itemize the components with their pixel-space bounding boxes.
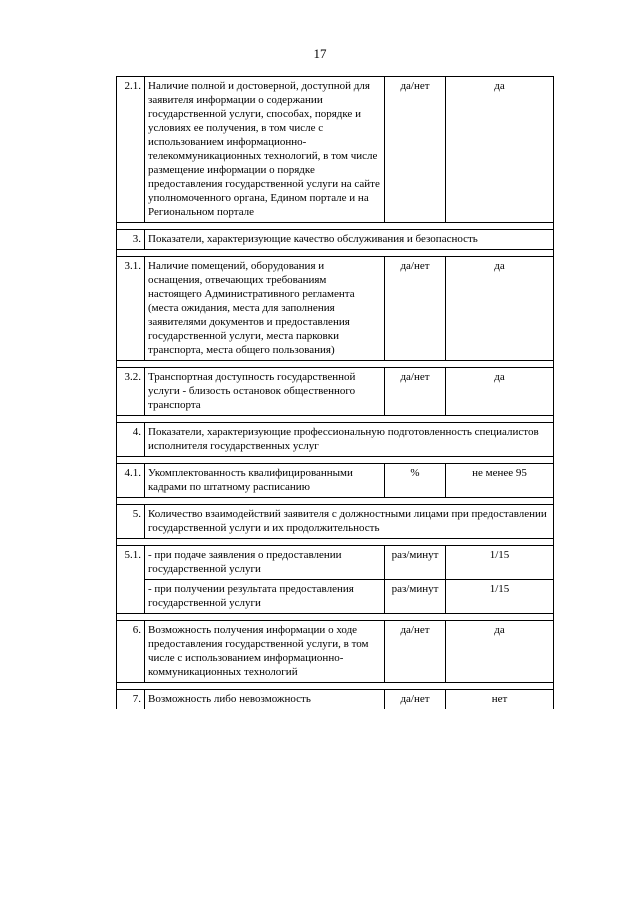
row-value: да	[446, 257, 554, 361]
table-row	[117, 580, 554, 614]
row-description: - при получении результата предоставления государственной услуги	[145, 580, 385, 614]
row-value: да	[446, 368, 554, 416]
table-row	[117, 464, 554, 498]
row-unit: да/нет	[385, 621, 446, 683]
table-row	[117, 257, 554, 361]
section-title: Показатели, характеризующие качество обслуживания и безопасность	[145, 230, 554, 250]
section-row	[117, 423, 554, 457]
row-number: 3.1.	[117, 257, 145, 361]
row-description: Наличие полной и достоверной, доступной для заявителя информации о содержании государственной услуги, способах, порядке и условиях ее получения, в том числе с использованием информационно-телекоммуникационных технологий, в том числе размещение информации о порядке предоставления государственной услуги на сайте уполномоченного органа, Едином портале и на Региональном портале	[145, 77, 385, 223]
row-description: Транспортная доступность государственной услуги - близость остановок общественного транспорта	[145, 368, 385, 416]
row-description: Возможность получения информации о ходе предоставления государственной услуги, в том числе с использованием информационно-коммуникационных технологий	[145, 621, 385, 683]
row-value: 1/15	[446, 546, 554, 580]
section-number: 5.	[117, 505, 145, 539]
row-number: 3.2.	[117, 368, 145, 416]
row-value: да	[446, 77, 554, 223]
row-unit: да/нет	[385, 368, 446, 416]
row-unit: раз/минут	[385, 580, 446, 614]
row-value: да	[446, 621, 554, 683]
section-row	[117, 230, 554, 250]
table-row	[117, 546, 554, 580]
row-description: Наличие помещений, оборудования и оснащения, отвечающих требованиям настоящего Административного регламента (места ожидания, места для заполнения заявителями документов и предоставления государственной услуги, места парковки транспорта, места общего пользования)	[145, 257, 385, 361]
page-number: 17	[313, 46, 327, 61]
section-number: 3.	[117, 230, 145, 250]
table-row	[117, 621, 554, 683]
row-description: Возможность либо невозможность	[145, 690, 385, 710]
row-unit: да/нет	[385, 257, 446, 361]
row-description: Укомплектованность квалифицированными кадрами по штатному расписанию	[145, 464, 385, 498]
table-row	[117, 368, 554, 416]
row-number: 2.1.	[117, 77, 145, 223]
row-number: 4.1.	[117, 464, 145, 498]
row-value: 1/15	[446, 580, 554, 614]
row-unit: да/нет	[385, 690, 446, 710]
row-value: нет	[446, 690, 554, 710]
section-title: Количество взаимодействий заявителя с должностными лицами при предоставлении государственной услуги и их продолжительность	[145, 505, 554, 539]
row-number: 5.1.	[117, 546, 145, 614]
indicators-table	[116, 76, 554, 709]
section-title: Показатели, характеризующие профессиональную подготовленность специалистов исполнителя государственных услуг	[145, 423, 554, 457]
row-unit: %	[385, 464, 446, 498]
section-number: 4.	[117, 423, 145, 457]
row-number: 6.	[117, 621, 145, 683]
table-row	[117, 77, 554, 223]
row-unit: раз/минут	[385, 546, 446, 580]
row-number: 7.	[117, 690, 145, 710]
row-value: не менее 95	[446, 464, 554, 498]
section-row	[117, 505, 554, 539]
table-row	[117, 690, 554, 710]
row-unit: да/нет	[385, 77, 446, 223]
row-description: - при подаче заявления о предоставлении государственной услуги	[145, 546, 385, 580]
